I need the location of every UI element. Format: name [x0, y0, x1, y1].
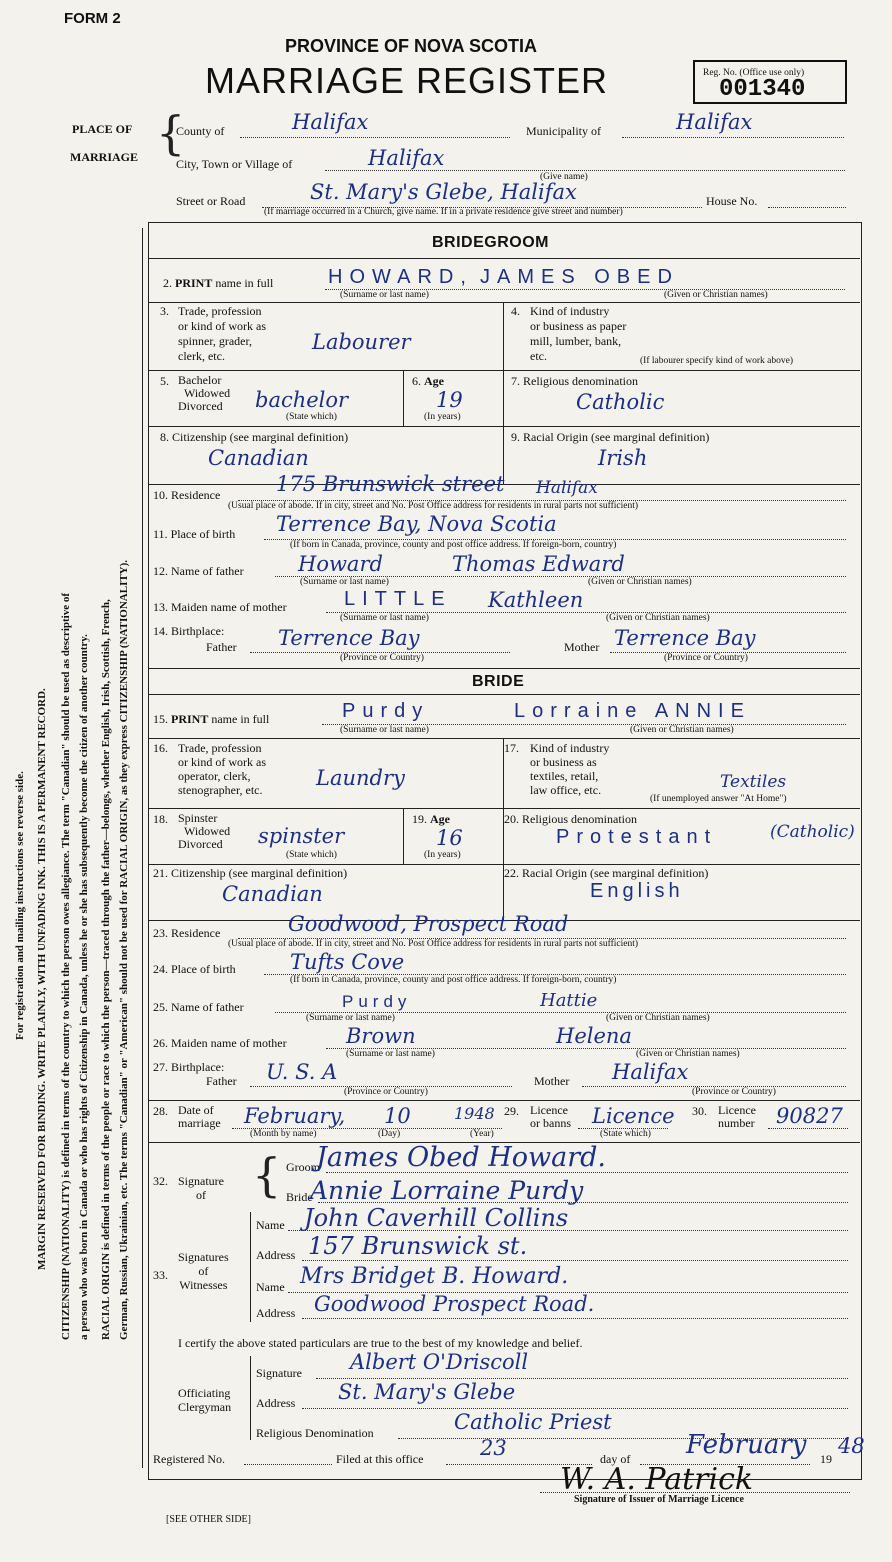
bride-status: spinster: [258, 824, 345, 848]
f26-label: Maiden name of mother: [171, 1036, 287, 1050]
f18-line-2: Widowed: [184, 824, 231, 838]
day-of-label: day of: [600, 1452, 631, 1466]
f27-father-caption: (Province or Country): [344, 1087, 428, 1097]
bride-residence: Goodwood, Prospect Road: [288, 912, 569, 936]
f5-line-3: Divorced: [178, 399, 223, 413]
f8-label: Citizenship (see marginal definition): [172, 430, 349, 444]
year-caption: (Year): [470, 1129, 494, 1139]
f3-line-2: or kind of work as: [178, 319, 266, 333]
f29-num: 29.: [504, 1104, 519, 1118]
street-label: Street or Road: [176, 194, 246, 208]
f30-num: 30.: [692, 1104, 707, 1118]
f9-label: Racial Origin (see marginal definition): [523, 430, 710, 444]
f7-label: Religious denomination: [523, 374, 638, 388]
margin-citizenship-1: CITIZENSHIP (NATIONALITY) is defined in terms of the country to which the person owes allegiance. The term "Canadian" should be used as descriptive of: [60, 592, 72, 1340]
reg-no-label: Reg. No. (Office use only): [703, 68, 805, 78]
place-brace: {: [156, 106, 186, 160]
f27-mother-label: Mother: [534, 1074, 570, 1088]
groom-father-birthplace: Terrence Bay: [278, 626, 420, 650]
groom-residence: 175 Brunswick street: [276, 472, 505, 496]
f17-line-4: law office, etc.: [530, 783, 602, 797]
f4-line-2: or business as paper: [530, 319, 627, 333]
month-caption: (Month by name): [250, 1129, 317, 1139]
f10-num: 10.: [153, 488, 168, 502]
f18-line-1: Spinster: [178, 811, 218, 825]
f26-num: 26.: [153, 1036, 168, 1050]
f16-line-1: Trade, profession: [178, 741, 262, 755]
bride-religion-note: (Catholic): [770, 822, 855, 842]
f17-num: 17.: [504, 741, 519, 755]
f33-line-3: Witnesses: [179, 1278, 228, 1292]
city-label: City, Town or Village of: [176, 157, 293, 171]
groom-birthplace: Terrence Bay, Nova Scotia: [276, 512, 557, 536]
reg-no-box: [693, 60, 847, 104]
f2-print: PRINT: [175, 276, 213, 290]
f12-given-caption: (Given or Christian names): [588, 577, 692, 587]
page-title: MARRIAGE REGISTER: [205, 60, 609, 101]
f21-num: 21.: [153, 866, 168, 880]
margin-binding-note: MARGIN RESERVED FOR BINDING. WRITE PLAINLY, WITH UNFADING INK. THIS IS A PERMANENT RECORD.: [36, 688, 48, 1270]
witness1-address: 157 Brunswick st.: [308, 1232, 528, 1260]
marriage-day: 10: [384, 1104, 411, 1128]
f12-num: 12.: [153, 564, 168, 578]
f17-line-2: or business as: [530, 755, 597, 769]
f21-label: Citizenship (see marginal definition): [171, 866, 348, 880]
f4-line-3: mill, lumber, bank,: [530, 334, 622, 348]
groom-mother-birthplace: Terrence Bay: [614, 626, 756, 650]
f16-num: 16.: [153, 741, 168, 755]
f22-label: Racial Origin (see marginal definition): [522, 866, 709, 880]
f16-line-3: operator, clerk,: [178, 769, 251, 783]
f4-note: (If labourer specify kind of work above): [640, 356, 793, 366]
f7-num: 7.: [511, 374, 520, 388]
f22-num: 22.: [504, 866, 519, 880]
bride-age: 16: [436, 826, 463, 850]
groom-citizenship: Canadian: [208, 446, 309, 470]
marriage-year: 1948: [454, 1104, 495, 1123]
f11-num: 11.: [153, 527, 168, 541]
w1-name-label: Name: [256, 1218, 285, 1232]
groom-in-years: (In years): [424, 412, 461, 422]
bride-citizenship: Canadian: [222, 882, 323, 906]
bride-given-caption: (Given or Christian names): [630, 725, 734, 735]
f14-father-label: Father: [206, 640, 237, 654]
bride-mother-birthplace: Halifax: [612, 1060, 689, 1084]
clergy-label-1: Officiating: [178, 1386, 231, 1400]
f30-line-1: Licence: [718, 1103, 756, 1117]
groom-father-given: Thomas Edward: [452, 552, 625, 576]
groom-status: bachelor: [255, 388, 349, 412]
f10-label: Residence: [171, 488, 221, 502]
f27-mother-caption: (Province or Country): [692, 1087, 776, 1097]
bride-father-surname: Purdy: [342, 992, 412, 1011]
f32-line-1: Signature: [178, 1174, 224, 1188]
w2-name-label: Name: [256, 1280, 285, 1294]
f26-given-caption: (Given or Christian names): [636, 1049, 740, 1059]
w2-address-label: Address: [256, 1306, 296, 1320]
f17-note: (If unemployed answer "At Home"): [650, 794, 787, 804]
f13-label: Maiden name of mother: [171, 600, 287, 614]
f4-line-4: etc.: [530, 349, 547, 363]
bride-racial: English: [590, 880, 684, 902]
f13-surname-caption: (Surname or last name): [340, 613, 429, 623]
f28-line-1: Date of: [178, 1103, 214, 1117]
f29-line-2: or banns: [530, 1116, 571, 1130]
f24-num: 24.: [153, 962, 168, 976]
f30-line-2: number: [718, 1116, 755, 1130]
groom-surname: HOWARD,: [328, 266, 473, 288]
f20-num: 20.: [504, 812, 519, 826]
f25-label: Name of father: [171, 1000, 244, 1014]
issuer-signature: W. A. Patrick: [560, 1462, 754, 1497]
see-other-side: [SEE OTHER SIDE]: [166, 1514, 251, 1525]
f26-surname-caption: (Surname or last name): [346, 1049, 435, 1059]
municipality-value: Halifax: [676, 110, 753, 134]
street-note: (If marriage occurred in a Church, give name. If in a private residence give street and number): [264, 207, 623, 217]
groom-age: 19: [436, 388, 463, 412]
f3-line-1: Trade, profession: [178, 304, 262, 318]
margin-racial-1: RACIAL ORIGIN is defined in terms of the people or race to which the person—traced through the father—belongs, whether English, Irish, Scottish, French,: [100, 599, 112, 1340]
clergy-address: St. Mary's Glebe: [338, 1380, 516, 1404]
f13-given-caption: (Given or Christian names): [606, 613, 710, 623]
f28-num: 28.: [153, 1104, 168, 1118]
county-value: Halifax: [292, 110, 369, 134]
groom-born-note: (If born in Canada, province, county and post office address. If foreign-born, country): [290, 540, 617, 550]
licence-state-which: (State which): [600, 1129, 651, 1139]
street-value: St. Mary's Glebe, Halifax: [310, 180, 577, 204]
f14-label: Birthplace:: [171, 624, 225, 638]
groom-mother-surname: LITTLE: [344, 588, 452, 610]
witness2-name: Mrs Bridget B. Howard.: [300, 1264, 569, 1289]
f25-num: 25.: [153, 1000, 168, 1014]
f13-num: 13.: [153, 600, 168, 614]
reg-no: 001340: [719, 76, 806, 103]
f32-line-2: of: [196, 1188, 206, 1202]
bride-religion: Protestant: [556, 826, 718, 848]
day-caption: (Day): [378, 1129, 401, 1139]
groom-surname-caption: (Surname or last name): [340, 290, 429, 300]
clergy-denom-label: Religious Denomination: [256, 1426, 374, 1440]
w1-address-label: Address: [256, 1248, 296, 1262]
f3-line-3: spinner, grader,: [178, 334, 253, 348]
groom-racial: Irish: [598, 446, 648, 470]
f14-mother-caption: (Province or Country): [664, 653, 748, 663]
f8-num: 8.: [160, 430, 169, 444]
groom-trade: Labourer: [312, 330, 411, 354]
f18-line-3: Divorced: [178, 837, 223, 851]
filed-month: February: [686, 1430, 807, 1460]
bride-abode-note: (Usual place of abode. If in city, street and No. Post Office address for residents in rural parts not sufficient): [228, 939, 639, 949]
f3-line-4: clerk, etc.: [178, 349, 225, 363]
margin-racial-2: German, Russian, Ukrainian, etc. The terms "Canadian" or "American" should not be used for RACIAL ORIGIN, as they express CITIZENSHIP (NATIONALITY).: [118, 559, 130, 1340]
f27-father-label: Father: [206, 1074, 237, 1088]
f6-num: 6.: [412, 374, 421, 388]
marriage-month: February,: [244, 1104, 346, 1128]
certify-statement: I certify the above stated particulars are true to the best of my knowledge and belief.: [178, 1336, 583, 1350]
groom-given: JAMES OBED: [480, 266, 679, 288]
bride-father-birthplace: U. S. A: [266, 1060, 338, 1084]
place-label-1: PLACE OF: [72, 122, 133, 136]
f17-line-3: textiles, retail,: [530, 769, 599, 783]
county-label: County of: [176, 124, 225, 138]
bride-mother-given: Helena: [556, 1024, 632, 1048]
f14-mother-label: Mother: [564, 640, 600, 654]
f18-num: 18.: [153, 812, 168, 826]
f16-line-4: stenographer, etc.: [178, 783, 263, 797]
f23-num: 23.: [153, 926, 168, 940]
municipality-label: Municipality of: [526, 124, 601, 138]
bride-birthplace: Tufts Cove: [290, 950, 405, 974]
filed-day: 23: [480, 1436, 507, 1460]
f2-label: name in full: [215, 276, 274, 290]
margin-citizenship-2: a person who was born in Canada or who has rights of Citizenship in Canada, unless he or she has subsequently become the citizen of another country.: [78, 634, 90, 1340]
clergy-sig-label: Signature: [256, 1366, 302, 1380]
f14-num: 14.: [153, 624, 168, 638]
licence-number: 90827: [776, 1104, 843, 1128]
groom-abode-note: (Usual place of abode. If in city, street and No. Post Office address for residents in rural parts not sufficient): [228, 501, 639, 511]
f15-label: name in full: [211, 712, 270, 726]
issuer-caption: Signature of Issuer of Marriage Licence: [574, 1494, 744, 1505]
f11-label: Place of birth: [170, 527, 236, 541]
bride-surname-caption: (Surname or last name): [340, 725, 429, 735]
f12-surname-caption: (Surname or last name): [300, 577, 389, 587]
registered-no-label: Registered No.: [153, 1452, 225, 1466]
f4-line-1: Kind of industry: [530, 304, 610, 318]
bride-signature: Annie Lorraine Purdy: [310, 1176, 584, 1205]
year-prefix: 19: [820, 1452, 832, 1466]
city-value: Halifax: [368, 146, 445, 170]
clergy-label-2: Clergyman: [178, 1400, 232, 1414]
f32-num: 32.: [153, 1174, 168, 1188]
f27-num: 27.: [153, 1060, 168, 1074]
clergy-address-label: Address: [256, 1396, 296, 1410]
bride-sig-label: Bride: [286, 1190, 313, 1204]
f16-line-2: or kind of work as: [178, 755, 266, 769]
house-no-label: House No.: [706, 194, 758, 208]
groom-sig-label: Groom: [286, 1160, 320, 1174]
groom-mother-given: Kathleen: [488, 588, 584, 612]
f19-num: 19.: [412, 812, 427, 826]
witness2-address: Goodwood Prospect Road.: [314, 1292, 595, 1316]
province-heading: PROVINCE OF NOVA SCOTIA: [285, 36, 538, 56]
bride-in-years: (In years): [424, 850, 461, 860]
groom-residence-city: Halifax: [536, 478, 598, 498]
f3-num: 3.: [160, 304, 169, 318]
bride-born-note: (If born in Canada, province, county and post office address. If foreign-born, country): [290, 975, 617, 985]
clergy-denomination: Catholic Priest: [454, 1410, 612, 1434]
f33-line-1: Signatures: [178, 1250, 229, 1264]
f33-num: 33.: [153, 1268, 168, 1282]
f20-label: Religious denomination: [522, 812, 637, 826]
bride-given: Lorraine ANNIE: [514, 700, 751, 722]
bride-heading: BRIDE: [472, 673, 525, 690]
place-label-2: MARRIAGE: [70, 150, 138, 164]
groom-state-which: (State which): [286, 412, 337, 422]
bride-father-given: Hattie: [540, 990, 598, 1011]
f12-label: Name of father: [171, 564, 244, 578]
bride-surname: Purdy: [342, 700, 430, 722]
f5-line-2: Widowed: [184, 386, 231, 400]
bride-industry: Textiles: [720, 772, 787, 792]
f17-line-1: Kind of industry: [530, 741, 610, 755]
f29-line-1: Licence: [530, 1103, 568, 1117]
f6-label: Age: [424, 374, 444, 388]
f14-father-caption: (Province or Country): [340, 653, 424, 663]
bride-mother-surname: Brown: [346, 1024, 416, 1048]
f15-num: 15.: [153, 712, 168, 726]
give-name-caption: (Give name): [540, 172, 588, 182]
filed-year: 48: [838, 1434, 865, 1458]
filed-label: Filed at this office: [336, 1452, 424, 1466]
form-number: FORM 2: [64, 10, 121, 27]
groom-father-surname: Howard: [298, 552, 383, 576]
f5-num: 5.: [160, 374, 169, 388]
margin-instructions: For registration and mailing instructions see reverse side.: [14, 771, 26, 1040]
licence-type: Licence: [592, 1104, 675, 1128]
f25-surname-caption: (Surname or last name): [306, 1013, 395, 1023]
bride-state-which: (State which): [286, 850, 337, 860]
f15-print: PRINT: [171, 712, 209, 726]
groom-given-caption: (Given or Christian names): [664, 290, 768, 300]
groom-religion: Catholic: [576, 390, 665, 414]
witness1-name: John Caverhill Collins: [304, 1204, 569, 1232]
f9-num: 9.: [511, 430, 520, 444]
f2-num: 2.: [163, 276, 172, 290]
f4-num: 4.: [511, 304, 520, 318]
bridegroom-heading: BRIDEGROOM: [432, 234, 549, 251]
f33-line-2: of: [198, 1264, 209, 1278]
f23-label: Residence: [171, 926, 221, 940]
groom-signature: James Obed Howard.: [316, 1142, 606, 1173]
signature-brace: {: [252, 1148, 282, 1202]
f24-label: Place of birth: [171, 962, 236, 976]
f25-given-caption: (Given or Christian names): [606, 1013, 710, 1023]
f19-label: Age: [430, 812, 450, 826]
f5-line-1: Bachelor: [178, 373, 222, 387]
bride-trade: Laundry: [316, 766, 405, 790]
f28-line-2: marriage: [178, 1116, 221, 1130]
clergy-signature: Albert O'Driscoll: [350, 1350, 529, 1374]
f27-label: Birthplace:: [171, 1060, 225, 1074]
